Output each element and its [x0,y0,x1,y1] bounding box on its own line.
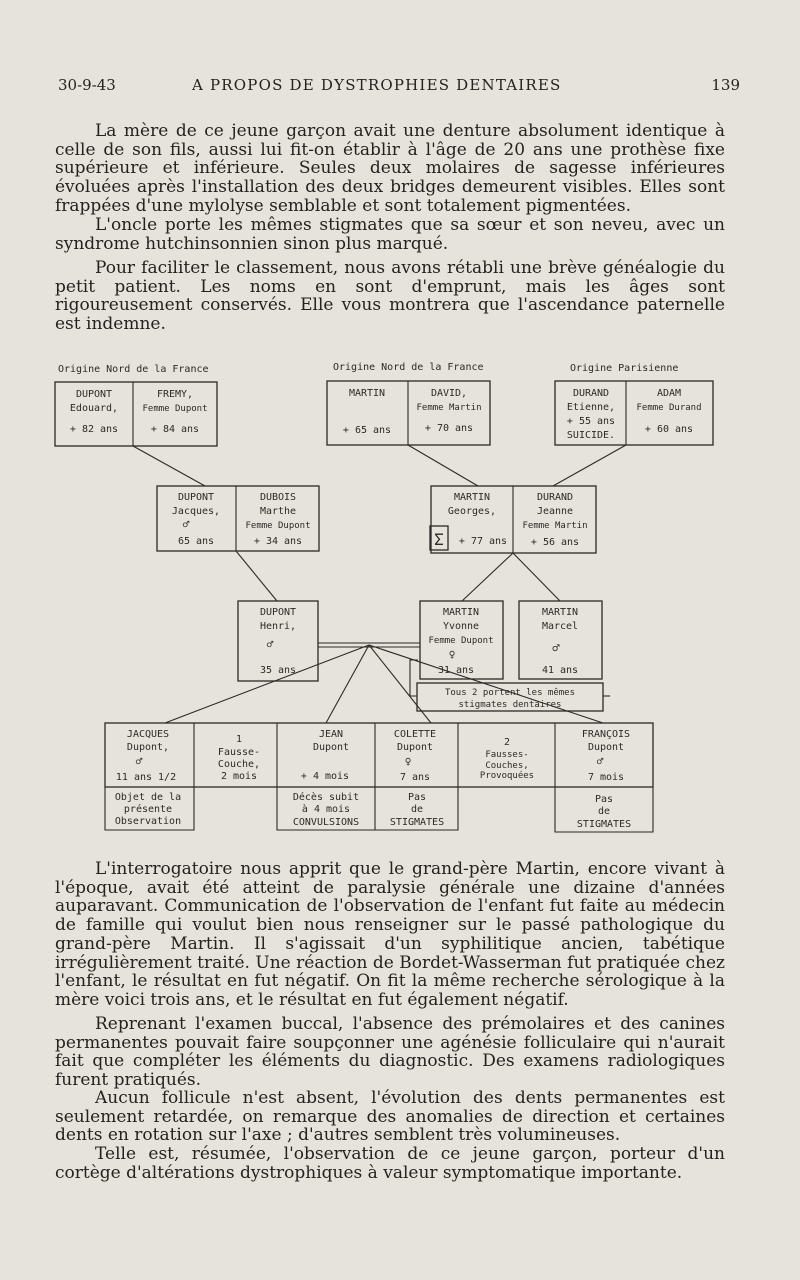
gen4-notes [105,787,653,832]
gen4-children [105,723,653,787]
svg-text:de: de [410,804,424,815]
gen3-martin-marcel [519,601,602,679]
svg-text:Provoquées: Provoquées [479,771,535,781]
svg-text:65 ans: 65 ans [177,536,215,547]
svg-text:31 ans: 31 ans [437,665,475,676]
female-symbol: ♀ [448,648,456,661]
paragraph-interrogatoire: L'interrogatoire nous apprit que le grand-père Martin, encore vivant à l'époque, avait été atteint de paralysie générale une dizaine d'années auparavant. Communication de l'observation de l'enfant fut faite au médecin de famille qui voulut bien nous renseigner sur le passé pathologique du grand-père Martin. Il s'agissait d'un syphilitique ancien, tabétique irrégulièrement traité. Une réaction de Bordet-Wasserman fut pratiquée chez l'enfant, le résultat en fut négatif. On fit la même recherche sérologique à la mère voici trois ans, et le résultat en fut également négatif. [55,859,725,1010]
svg-text:Femme Martin: Femme Martin [522,521,588,531]
header-date: 30-9-43 [58,76,116,94]
svg-text:+ 84 ans: + 84 ans [150,424,200,435]
gen3-stigmates-note [417,683,603,711]
origin-martin: Origine Nord de la France [333,362,484,373]
svg-text:STIGMATES: STIGMATES [576,819,632,830]
male-symbol: ♂ [552,641,560,655]
svg-text:Henri,: Henri, [259,621,297,632]
male-symbol: ♂ [182,518,190,531]
person-name: ADAM [656,388,682,399]
person-name: JEAN [318,729,344,740]
svg-text:1: 1 [235,734,243,745]
person-name: DURAND [536,492,574,503]
svg-text:7 ans: 7 ans [399,772,431,783]
svg-text:Femme Dupont: Femme Dupont [428,636,494,646]
svg-text:7 mois: 7 mois [587,772,625,783]
svg-text:Dupont,: Dupont, [126,742,170,753]
paragraph-follicule: Aucun follicule n'est absent, l'évolution des dents permanentes est seulement retardée, on remarque des anomalies de direction et certaines dents en rotation sur l'axe ; d'autres semblent très volumineuses. [55,1088,725,1146]
svg-text:Couche,: Couche, [217,759,261,770]
svg-text:Tous 2 portent les mêmes: Tous 2 portent les mêmes [444,688,576,698]
svg-text:Marcel: Marcel [541,621,579,632]
svg-text:Femme Dupont: Femme Dupont [245,521,311,531]
male-symbol: ♂ [596,755,604,768]
syphilis-symbol: Σ [434,530,444,549]
svg-text:Dupont: Dupont [312,742,350,753]
header-title: A PROPOS DE DYSTROPHIES DENTAIRES [192,76,562,94]
svg-text:Marthe: Marthe [259,506,297,517]
svg-text:Femme Martin: Femme Martin [416,403,482,413]
svg-text:Pas: Pas [407,792,427,803]
person-name: MARTIN [541,607,579,618]
paragraph-genealogy-intro: Pour faciliter le classement, nous avons rétabli une brève généalogie du petit patient. Les noms en sont d'emprunt, mais les âges sont rigoureusement conservés. Elle vous montrera que l'ascendance paternelle est indemne. [55,258,725,335]
svg-text:Dupont: Dupont [587,742,625,753]
svg-text:+ 55 ans: + 55 ans [566,416,616,427]
person-name: MARTIN [348,388,386,399]
svg-text:35 ans: 35 ans [259,665,297,676]
svg-text:Dupont: Dupont [396,742,434,753]
svg-text:+ 77 ans: + 77 ans [458,536,508,547]
person-name: MARTIN [442,607,480,618]
svg-text:+ 70 ans: + 70 ans [424,423,474,434]
svg-text:+ 34 ans: + 34 ans [253,536,303,547]
person-name: DUPONT [75,389,113,400]
svg-text:stigmates dentaires: stigmates dentaires [458,700,562,710]
person-name: DUPONT [259,607,297,618]
paragraph-conclusion: Telle est, résumée, l'observation de ce jeune garçon, porteur d'un cortège d'altérations dystrophiques à valeur symptomatique importante. [55,1144,725,1183]
person-name: DUPONT [177,492,215,503]
person-name: COLETTE [393,729,437,740]
svg-text:Pas: Pas [594,794,614,805]
svg-text:Femme Dupont: Femme Dupont [142,404,208,414]
svg-text:11 ans 1/2: 11 ans 1/2 [115,772,177,783]
gen1-dupont-couple [55,382,217,446]
svg-text:CONVULSIONS: CONVULSIONS [292,817,360,828]
gen1-durand-couple [555,381,713,445]
paragraph-mother: La mère de ce jeune garçon avait une denture absolument identique à celle de son fils, aussi lui fit-on établir à l'âge de 20 ans une prothèse fixe supérieure et inférieure. Seules deux molaires de sagesse inférieures évoluées après l'installation des deux bridges demeurent visibles. Elles sont frappées d'une mylolyse semblable et sont totalement pigmentées. [55,121,725,216]
female-symbol: ♀ [404,755,412,768]
page-number: 139 [711,76,740,94]
gen3-martin-yvonne [420,601,503,679]
gen2-dupont-couple [157,486,319,551]
svg-text:Edouard,: Edouard, [69,403,119,414]
male-symbol: ♂ [266,638,274,651]
svg-text:à 4 mois: à 4 mois [301,804,351,815]
svg-text:présente: présente [123,804,173,815]
person-name: DURAND [572,388,610,399]
origin-dupont: Origine Nord de la France [58,364,209,375]
svg-text:+ 4 mois: + 4 mois [300,771,350,782]
svg-text:de: de [597,806,611,817]
svg-text:+ 60 ans: + 60 ans [644,424,694,435]
svg-text:Observation: Observation [114,816,182,827]
gen2-martin-couple [430,486,596,553]
person-name: FRANÇOIS [581,729,631,740]
svg-text:Fausses-: Fausses- [485,750,529,760]
person-name: DUBOIS [259,492,297,503]
person-name: FREMY, [156,389,194,400]
paragraph-examen-buccal: Reprenant l'examen buccal, l'absence des prémolaires et des canines permanentes pouvait faire soupçonner une agénésie folliculaire qui n'aurait fait que compléter les éléments du diagnostic. Des examens radiologiques furent pratiqués. [55,1014,725,1091]
svg-text:2 mois: 2 mois [220,771,258,782]
svg-text:+ 56 ans: + 56 ans [530,537,580,548]
svg-text:+ 65 ans: + 65 ans [342,425,392,436]
person-name: DAVID, [430,388,468,399]
person-name: MARTIN [453,492,491,503]
svg-text:Décès subit: Décès subit [292,792,360,803]
paragraph-uncle: L'oncle porte les mêmes stigmates que sa sœur et son neveu, avec un syndrome hutchinsonnien sinon plus marqué. [55,215,725,254]
svg-text:Yvonne: Yvonne [442,621,480,632]
svg-text:41 ans: 41 ans [541,665,579,676]
svg-text:Objet de la: Objet de la [114,792,182,803]
svg-text:Etienne,: Etienne, [566,402,616,413]
svg-text:Femme Durand: Femme Durand [636,403,702,413]
gen1-martin-couple [327,381,490,445]
svg-text:Jeanne: Jeanne [536,506,574,517]
svg-text:Jacques,: Jacques, [171,506,221,517]
svg-text:STIGMATES: STIGMATES [389,817,445,828]
svg-text:Fausse-: Fausse- [217,747,261,758]
svg-text:SUICIDE.: SUICIDE. [566,430,616,441]
svg-text:+ 82 ans: + 82 ans [69,424,119,435]
svg-text:Georges,: Georges, [447,506,497,517]
svg-text:2: 2 [503,737,511,748]
svg-text:Couches,: Couches, [485,761,529,771]
origin-durand: Origine Parisienne [570,363,679,374]
male-symbol: ♂ [135,755,143,768]
person-name: JACQUES [126,729,170,740]
